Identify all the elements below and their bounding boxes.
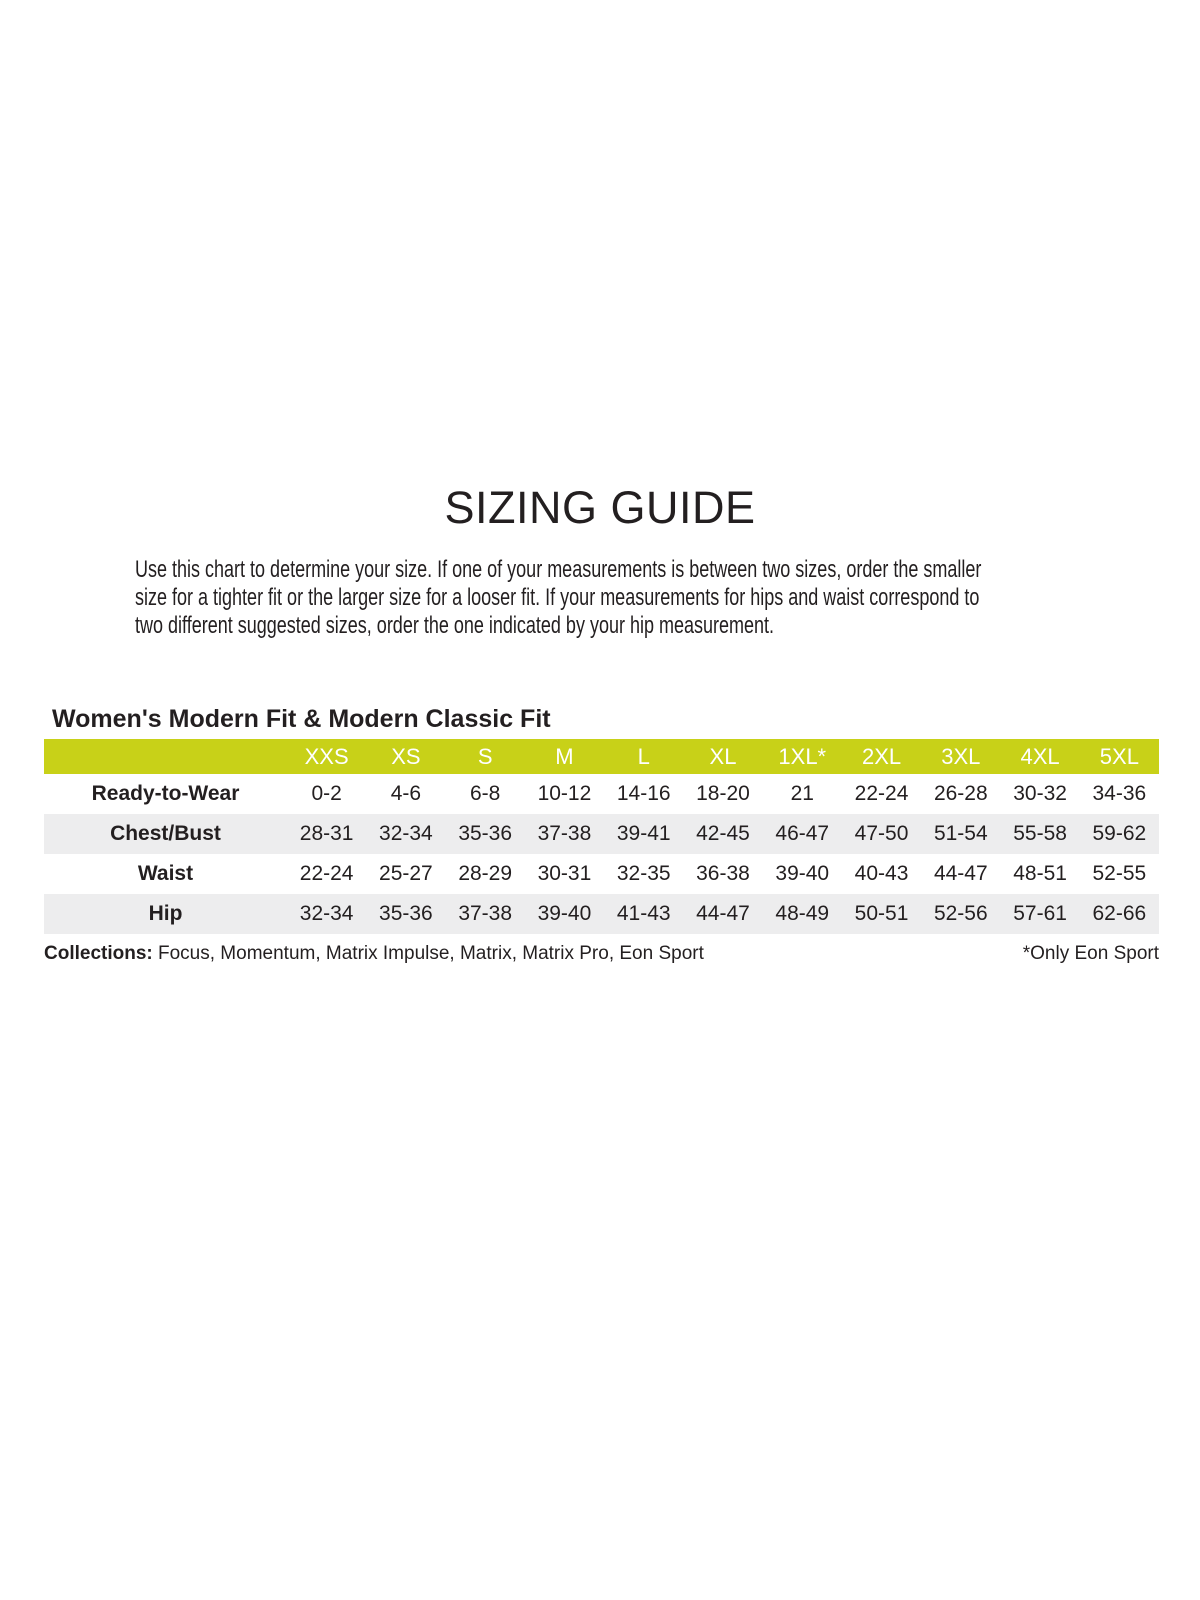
collections-note (44, 943, 704, 965)
size-cell: 41-43 (616, 902, 671, 925)
size-cell: 44-47 (696, 902, 750, 925)
size-column-header: 2XL (861, 743, 902, 769)
size-cell: 47-50 (854, 822, 909, 845)
table-row-chest-bust (44, 814, 1159, 854)
size-cell: 30-32 (1013, 782, 1067, 805)
table-row-ready-to-wear (44, 774, 1159, 814)
size-cell: 42-45 (696, 822, 750, 845)
intro-line: size for a tighter fit or the larger size for a looser fit. If your measurements for hips and waist correspond to (135, 584, 980, 611)
size-column-header: 1XL* (778, 743, 827, 769)
size-cell: 35-36 (379, 902, 433, 925)
size-cell: 48-51 (1013, 862, 1067, 885)
size-cell: 6-8 (469, 782, 501, 805)
size-cell: 22-24 (299, 862, 354, 885)
size-column-header: XS (391, 743, 421, 769)
section-heading: Women's Modern Fit & Modern Classic Fit (52, 705, 551, 733)
size-cell: 39-41 (616, 822, 671, 845)
size-cell: 32-34 (299, 902, 354, 925)
size-cell: 35-36 (458, 822, 513, 845)
size-cell: 32-35 (616, 862, 671, 885)
size-cell: 37-38 (537, 822, 592, 845)
size-cell: 50-51 (854, 902, 909, 925)
size-table (44, 739, 1159, 934)
size-cell: 52-56 (933, 902, 988, 925)
row-label: Waist (137, 862, 194, 885)
size-cell: 34-36 (1092, 782, 1147, 805)
size-cell: 52-55 (1092, 862, 1147, 885)
page-title: SIZING GUIDE (444, 482, 756, 533)
size-column-header: 4XL (1020, 743, 1060, 769)
size-column-header: XL (709, 743, 737, 769)
size-cell: 21 (790, 782, 814, 805)
row-label: Hip (148, 902, 183, 925)
size-cell: 18-20 (696, 782, 750, 805)
size-column-header: 3XL (941, 743, 981, 769)
size-column-header: L (637, 743, 650, 769)
size-column-header: S (477, 743, 493, 769)
size-cell: 25-27 (379, 862, 433, 885)
size-column-header: M (555, 743, 574, 769)
size-cell: 36-38 (696, 862, 750, 885)
size-cell: 57-61 (1013, 902, 1067, 925)
row-label: Ready-to-Wear (91, 782, 240, 805)
size-column-header: XXS (304, 743, 349, 769)
collections-list: Focus, Momentum, Matrix Impulse, Matrix, Matrix Pro, Eon Sport (152, 943, 704, 964)
footnote: *Only Eon Sport (1022, 943, 1159, 964)
intro-paragraph (135, 556, 981, 640)
size-cell: 0-2 (311, 782, 342, 805)
size-cell: 28-29 (458, 862, 513, 885)
size-cell: 39-40 (537, 902, 592, 925)
size-cell: 4-6 (390, 782, 422, 805)
collections-label: Collections: (44, 943, 153, 964)
size-cell: 39-40 (775, 862, 830, 885)
table-row-waist (44, 854, 1159, 894)
size-cell: 46-47 (775, 822, 830, 845)
size-cell: 44-47 (933, 862, 988, 885)
table-footer (44, 943, 1159, 965)
intro-line: two different suggested sizes, order the one indicated by your hip measurement. (135, 612, 775, 639)
size-cell: 32-34 (379, 822, 433, 845)
size-column-header: 5XL (1099, 743, 1139, 769)
size-cell: 51-54 (933, 822, 988, 845)
size-cell: 40-43 (854, 862, 909, 885)
row-label: Chest/Bust (110, 822, 221, 845)
table-row-hip (44, 894, 1159, 934)
size-cell: 14-16 (616, 782, 671, 805)
intro-line: Use this chart to determine your size. If one of your measurements is between two sizes, order the smaller (135, 556, 982, 583)
size-cell: 37-38 (458, 902, 513, 925)
size-cell: 48-49 (775, 902, 830, 925)
size-cell: 22-24 (854, 782, 909, 805)
size-cell: 55-58 (1013, 822, 1067, 845)
size-cell: 28-31 (299, 822, 354, 845)
size-table-header-row (44, 739, 1159, 774)
size-cell: 10-12 (537, 782, 592, 805)
size-cell: 62-66 (1092, 902, 1147, 925)
size-cell: 59-62 (1092, 822, 1147, 845)
size-cell: 26-28 (933, 782, 988, 805)
size-cell: 30-31 (537, 862, 592, 885)
